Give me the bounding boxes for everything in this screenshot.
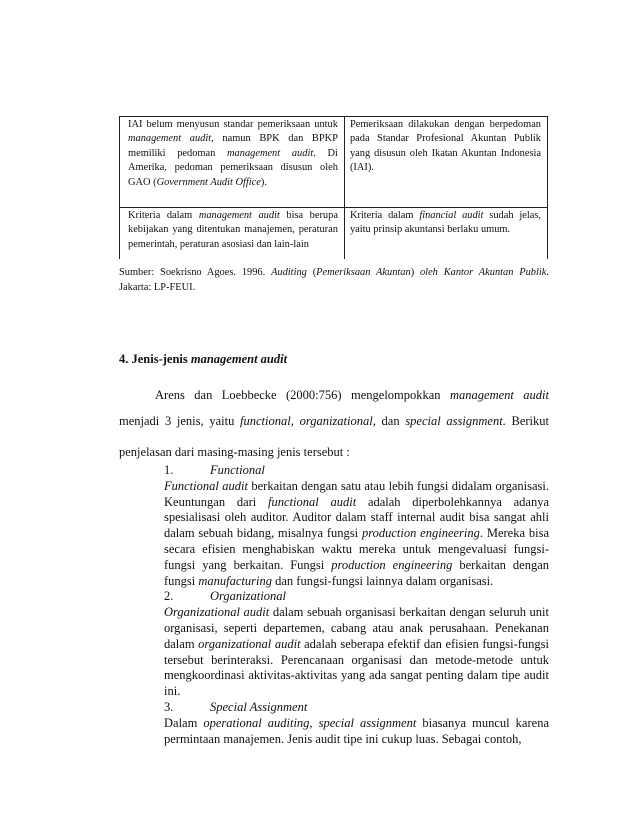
body-text: adalah diperbolehkannya adanya spesialisasi oleh auditor. Auditor dalam staff internal audit bisa sangat ahli dalam sebuah bidang, misalnya fungsi <box>164 494 550 541</box>
list-number: 2. <box>164 589 174 604</box>
body-text: . Mereka bisa secara efisien menghabiskan waktu mereka untuk mengevaluasi fungsi-fungsi yang berkaitan. Fungsi <box>164 526 549 572</box>
body-text-italic: production engineering <box>331 557 453 572</box>
table-row <box>120 208 548 260</box>
list-number: 1. <box>164 463 174 477</box>
body-text: biasanya muncul karena permintaan manajemen. Jenis audit tipe ini cukup luas. Sebagai contoh, <box>164 715 549 746</box>
list-item-body <box>164 479 549 590</box>
list-item <box>164 700 549 747</box>
body-text: adalah seberapa efektif dan efisien fungsi-fungsi tersebut berinteraksi. Perencanaan organisasi dan metode-metode untuk mengkoordinasi aktivitas-aktivitas yang ada sangat penting dalam tipe audit ini. <box>164 636 550 699</box>
cell-text-italic: Government Audit Office <box>156 176 261 188</box>
cell-text-italic: management audit <box>128 133 212 145</box>
intro-text: , dan <box>372 414 406 428</box>
list-item-title: Functional <box>210 463 265 477</box>
source-text: Sumber: Soekrisno Agoes. 1996. <box>119 267 272 278</box>
cell-text: Kriteria dalam <box>349 210 420 221</box>
intro-text-italic: organizational <box>299 414 373 428</box>
body-text: Dalam <box>164 715 204 730</box>
list-item-body <box>164 605 549 700</box>
cell-text-italic: financial audit <box>419 210 484 221</box>
list-number: 3. <box>164 699 174 714</box>
list-item-title: Special Assignment <box>210 699 308 714</box>
cell-text-italic: management audit <box>227 147 314 159</box>
cell-text: ). <box>260 176 267 188</box>
table-source-note <box>119 265 549 295</box>
source-text-italic: Auditing <box>271 267 307 278</box>
comparison-table <box>119 116 548 259</box>
intro-text: Arens dan Loebbecke (2000:756) mengelompokkan <box>155 388 450 402</box>
heading-text-italic: management audit <box>190 352 288 366</box>
intro-text: menjadi 3 jenis, yaitu <box>119 414 241 428</box>
cell-text-italic: management audit <box>198 210 280 221</box>
body-text-italic: special assignment <box>318 715 417 730</box>
body-text-italic: functional audit <box>268 494 357 509</box>
section-heading <box>119 352 287 367</box>
intro-text-italic: functional <box>240 414 291 428</box>
body-text-italic: production engineering <box>361 526 480 541</box>
cell-text: . Di Amerika, pedoman pemeriksaan disusun oleh GAO ( <box>128 147 338 188</box>
cell-text: bisa berupa kebijakan yang ditentukan manajemen, peraturan pemerintah, peraturan asosiasi dan lain-lain <box>128 210 338 250</box>
intro-line-2 <box>119 406 549 437</box>
cell-text: , namun BPK dan BPKP memiliki pedoman <box>128 133 338 159</box>
table-cell <box>120 117 345 208</box>
intro-text: penjelasan dari masing-masing jenis tersebut : <box>119 445 350 459</box>
list-item <box>164 589 549 700</box>
list-item-body <box>164 716 549 748</box>
body-text: berkaitan dengan satu atau lebih fungsi didalam organisasi. Keuntungan dari <box>164 478 549 509</box>
source-text: . Jakarta: LP-FEUI. <box>119 267 549 293</box>
body-text: dan fungsi-fungsi lainnya dalam organisasi. <box>271 573 494 588</box>
body-text-italic: operational auditing <box>203 715 310 730</box>
source-text: ) <box>410 267 420 278</box>
table-row <box>120 117 548 208</box>
cell-text: sudah jelas, yaitu prinsip akuntansi berlaku umum. <box>349 210 541 236</box>
cell-text: Pemeriksaan dilakukan dengan berpedoman pada Standar Profesional Akuntan Publik yang disusun oleh Ikatan Akuntan Indonesia (IAI). <box>349 119 541 174</box>
body-text-italic: organizational audit <box>198 636 301 651</box>
source-text-italic: Pemeriksaan Akuntan <box>316 267 411 278</box>
cell-text: Kriteria dalam <box>128 210 199 221</box>
cell-text: IAI belum menyusun standar pemeriksaan untuk <box>128 119 338 130</box>
list-item <box>164 463 549 589</box>
body-text-italic: Functional audit <box>164 478 248 493</box>
body-text: dalam sebuah organisasi berkaitan dengan seluruh unit organisasi, seperti departemen, cabang atau anak perusahaan. Penekanan dalam <box>164 605 549 651</box>
table-cell <box>344 208 547 260</box>
body-text-italic: manufacturing <box>198 573 272 588</box>
body-text: , <box>309 715 319 730</box>
body-text: berkaitan dengan fungsi <box>164 557 549 588</box>
list-item-title: Organizational <box>210 589 286 604</box>
intro-text-italic: special assignment <box>405 414 503 428</box>
intro-text: . Berikut <box>502 414 549 428</box>
intro-text-italic: management audit <box>450 388 549 402</box>
source-text-italic: oleh Kantor Akuntan Publik <box>419 267 547 278</box>
body-text-italic: Organizational audit <box>164 605 270 620</box>
heading-text: 4. Jenis-jenis <box>119 352 191 366</box>
table-cell <box>344 117 547 208</box>
source-text: ( <box>306 267 317 278</box>
intro-text: , <box>290 414 300 428</box>
audit-type-list <box>164 463 549 747</box>
table-cell <box>120 208 345 260</box>
